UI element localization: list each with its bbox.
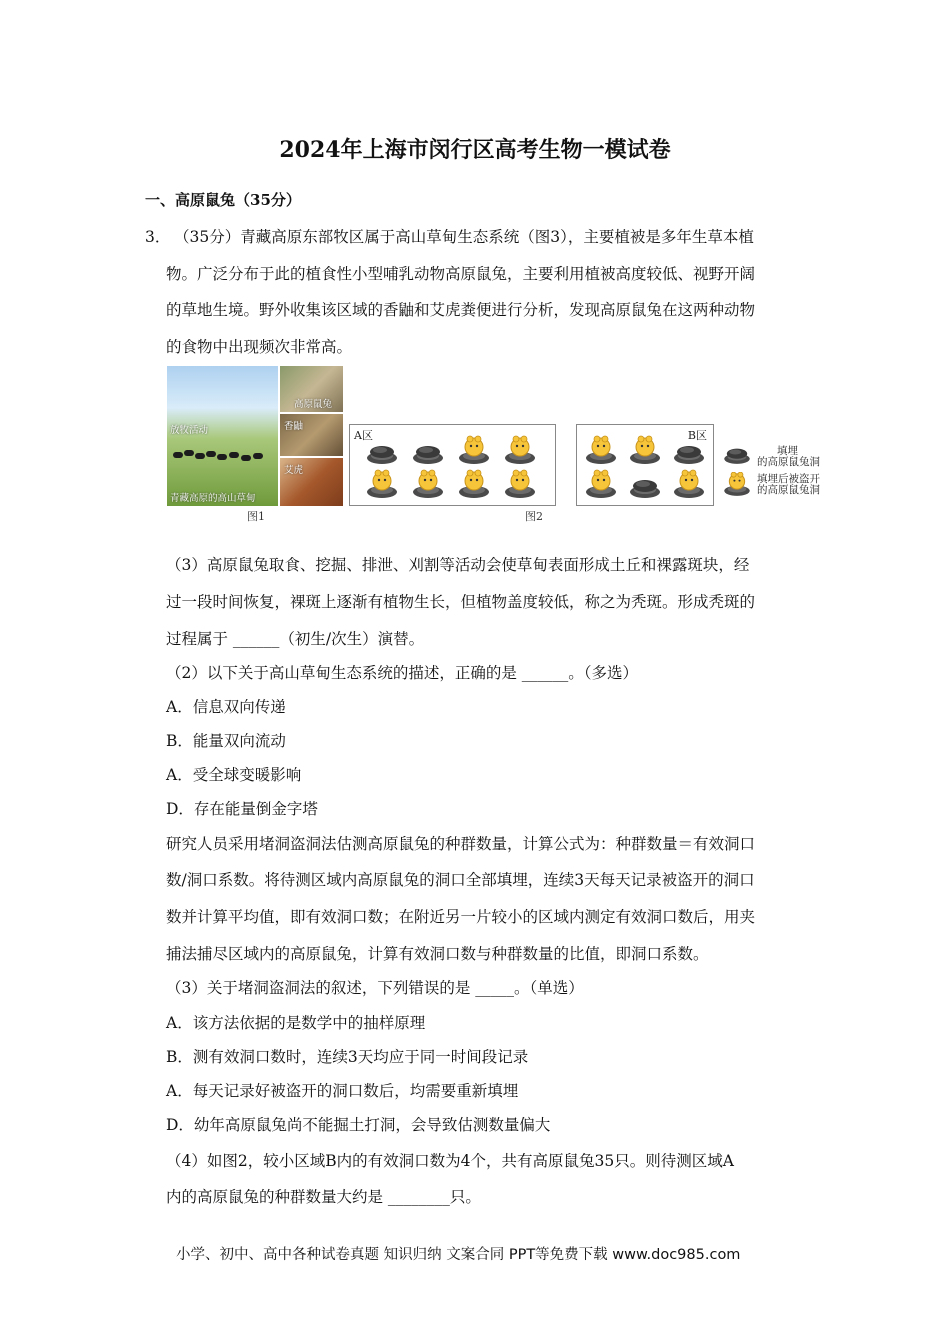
- method-line: 数并计算平均值，即有效洞口数；在附近另一片较小的区域内测定有效洞口数后，用夹: [166, 908, 756, 926]
- method-line: 捕法捕尽区域内的高原鼠兔，计算有效洞口数与种群数量的比值，即洞口系数。: [166, 945, 709, 963]
- area-a-label: A区: [354, 429, 373, 442]
- label-weasel: 香鼬: [284, 421, 304, 432]
- filled-burrow: [674, 446, 704, 464]
- legend-opened-line: 的高原鼠兔洞: [757, 484, 820, 496]
- q1-line: （3）高原鼠兔取食、挖掘、排泄、刈割等活动会使草甸表面形成土丘和裸露斑块，经: [166, 556, 750, 574]
- opened-burrow: [724, 472, 750, 496]
- area-a-box: [349, 424, 556, 506]
- yak-herd: [173, 448, 273, 462]
- opened-burrow: [586, 436, 616, 464]
- q2-option: B．能量双向流动: [166, 732, 286, 750]
- filled-burrow: [413, 446, 443, 464]
- opened-burrow: [586, 470, 616, 498]
- figure-1-meadow-photo: [167, 366, 343, 506]
- q3-stem: （3）关于堵洞盗洞法的叙述，下列错误的是 _____。（单选）: [166, 979, 584, 997]
- method-line: 数/洞口系数。将待测区域内高原鼠兔的洞口全部填埋，连续3天每天记录被盗开的洞口: [166, 871, 755, 889]
- q3-option: A．每天记录好被盗开的洞口数后，均需要重新填埋: [166, 1082, 519, 1100]
- legend-opened-burrow-icon: [722, 472, 752, 498]
- q2-option: D．存在能量倒金字塔: [166, 800, 318, 818]
- question-number: 3．: [145, 228, 171, 246]
- q2-option: A．信息双向传递: [166, 698, 286, 716]
- label-meadow: 青藏高原的高山草甸: [170, 493, 256, 504]
- section-heading: 一、高原鼠兔（35分）: [145, 191, 301, 209]
- opened-burrow: [630, 436, 660, 464]
- filled-burrow: [367, 446, 397, 464]
- q2-stem: （2）以下关于高山草甸生态系统的描述，正确的是 ______。（多选）: [166, 664, 639, 682]
- q3-option: D．幼年高原鼠兔尚不能掘土打洞，会导致估测数量偏大: [166, 1116, 551, 1134]
- legend-filled-line: 填埋: [777, 445, 798, 457]
- opened-burrow: [459, 436, 489, 464]
- opened-burrow: [505, 436, 535, 464]
- figure-2-caption: 图2: [525, 510, 543, 523]
- label-grazing: 放牧活动: [170, 425, 209, 436]
- polecat-photo: [278, 456, 343, 506]
- q4-line: 内的高原鼠兔的种群数量大约是 ________只。: [166, 1188, 481, 1206]
- label-polecat: 艾虎: [284, 465, 304, 476]
- opened-burrow: [367, 470, 397, 498]
- pika-photo: [278, 366, 343, 412]
- question-intro-line: 的食物中出现频次非常高。: [166, 338, 353, 356]
- opened-burrow: [674, 470, 704, 498]
- legend-opened-line: 填埋后被盗开: [757, 473, 820, 485]
- legend-filled-burrow-icon: [722, 446, 752, 468]
- area-a-burrow-grid: [350, 425, 555, 505]
- opened-burrow: [505, 470, 535, 498]
- question-intro-line: 的草地生境。野外收集该区域的香鼬和艾虎粪便进行分析，发现高原鼠兔在这两种动物: [166, 301, 756, 319]
- question-intro-line: 物。广泛分布于此的植食性小型哺乳动物高原鼠兔，主要利用植被高度较低、视野开阔: [166, 265, 756, 283]
- question-intro-line: （35分）青藏高原东部牧区属于高山草甸生态系统（图3），主要植被是多年生草本植: [174, 228, 754, 246]
- figures: [167, 366, 832, 521]
- legend-filled-line: 的高原鼠兔洞: [757, 456, 820, 468]
- page-title: 2024年上海市闵行区高考生物一模试卷: [279, 137, 671, 163]
- q3-option: B．测有效洞口数时，连续3天均应于同一时间段记录: [166, 1048, 529, 1066]
- q2-option: A．受全球变暖影响: [166, 766, 302, 784]
- figure-1-caption: 图1: [247, 510, 265, 523]
- q4-line: （4）如图2，较小区域B内的有效洞口数为4个，共有高原鼠兔35只。则待测区域A: [166, 1152, 734, 1170]
- legend-opened-text: [757, 474, 820, 496]
- area-b-label: B区: [687, 429, 707, 442]
- legend-filled-text: [757, 446, 820, 468]
- filled-burrow: [724, 449, 750, 464]
- q1-line: 过程属于 ______（初生/次生）演替。: [166, 630, 425, 648]
- q3-option: A．该方法依据的是数学中的抽样原理: [166, 1014, 426, 1032]
- opened-burrow: [459, 470, 489, 498]
- q1-line: 过一段时间恢复，裸斑上逐渐有植物生长，但植物盖度较低，称之为秃斑。形成秃斑的: [166, 593, 756, 611]
- page-footer: 小学、初中、高中各种试卷真题 知识归纳 文案合同 PPT等免费下载 www.doc985.com: [176, 1247, 741, 1263]
- opened-burrow: [413, 470, 443, 498]
- area-b-box: [576, 424, 714, 506]
- weasel-photo: [278, 412, 343, 458]
- filled-burrow: [630, 480, 660, 498]
- label-pika: 高原鼠兔: [294, 399, 333, 410]
- method-line: 研究人员采用堵洞盗洞法估测高原鼠兔的种群数量，计算公式为：种群数量＝有效洞口: [166, 835, 756, 853]
